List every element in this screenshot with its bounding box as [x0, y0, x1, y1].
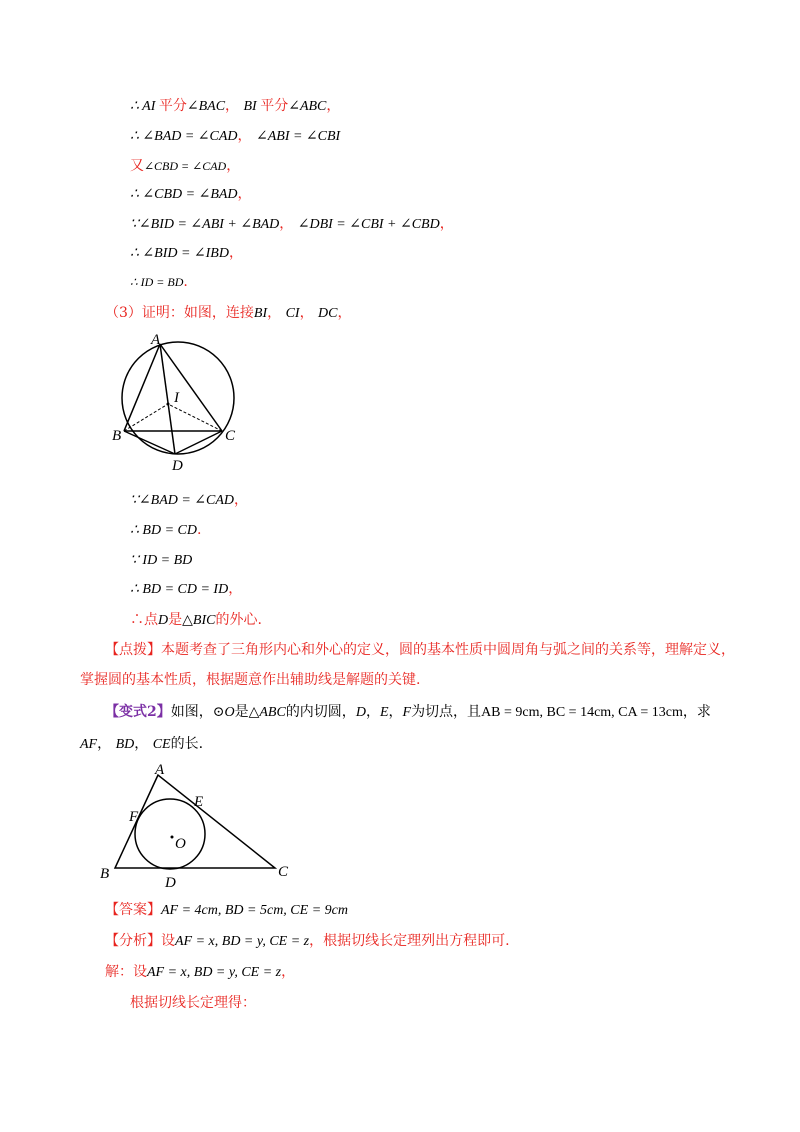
- red-text: 又: [130, 158, 144, 174]
- red-text: .: [183, 274, 188, 290]
- segment-AD: [160, 344, 175, 454]
- text: 的长.: [170, 736, 204, 752]
- segment-AC: [160, 344, 222, 431]
- math-text: ∠ABI = ∠CBI: [255, 129, 341, 144]
- math-text: △ABC: [248, 705, 286, 720]
- label-O: O: [175, 836, 186, 852]
- proof-line-1: [130, 96, 340, 117]
- red-text: ，: [228, 245, 243, 261]
- point-O: [171, 836, 174, 839]
- label-B: B: [112, 428, 122, 444]
- math-text: AF = 4cm, BD = 5cm, CE = 9cm: [161, 903, 348, 918]
- segment-BD: [124, 431, 175, 454]
- red-text: ，: [279, 216, 294, 232]
- red-text: ，: [439, 216, 454, 232]
- math-text: △BIC: [182, 613, 216, 628]
- text: ，: [134, 736, 149, 752]
- solution-line-2: [130, 993, 256, 1013]
- analysis-label: 【分析】: [105, 933, 161, 949]
- math-text: D: [355, 705, 366, 720]
- math-text: ∴ ∠BAD = ∠CAD: [130, 129, 238, 144]
- part3-line-5: [130, 610, 262, 631]
- analysis-line: [105, 931, 510, 952]
- label-D: D: [165, 875, 176, 890]
- red-text: 是: [168, 612, 183, 628]
- tip-line-2: [80, 670, 420, 690]
- math-text: ∠ABC: [288, 99, 327, 114]
- red-text: ，: [225, 98, 240, 114]
- math-text: ∴ ∠CBD = ∠BAD: [130, 187, 238, 202]
- label-I: I: [174, 390, 179, 406]
- math-text: ∠BAC: [186, 99, 226, 114]
- red-text: 根据切线长定理得：: [130, 995, 256, 1011]
- incircle-triangle-figure: [95, 762, 300, 890]
- tip-line-1: [105, 640, 735, 660]
- solution-line-1: [105, 962, 295, 983]
- tip-text: 本题考查了三角形内心和外心的定义，圆的基本性质中圆周角与弧之间的关系等，理解定义，: [161, 642, 735, 658]
- red-text: 平分: [260, 98, 289, 114]
- proof-line-5: [130, 214, 454, 235]
- red-text: 设: [133, 964, 147, 980]
- red-text: .: [196, 522, 202, 538]
- red-text: ，: [234, 492, 249, 508]
- proof-line-6: [130, 243, 243, 264]
- proof-line-2: [130, 126, 340, 147]
- red-text: ，: [228, 581, 243, 597]
- math-text: ∴ ID = BD: [130, 275, 184, 289]
- red-text: ，根据切线长定理列出方程即可.: [309, 933, 510, 949]
- math-text: BI: [243, 99, 261, 114]
- red-text: ，: [337, 305, 352, 321]
- text: ，: [365, 704, 380, 720]
- text: 的内切圆，: [285, 704, 356, 720]
- math-text: CE: [152, 737, 171, 752]
- variant-line-1: [105, 702, 711, 723]
- math-text: ∴ BD = CD = ID: [130, 582, 229, 597]
- red-text: 平分: [158, 98, 187, 114]
- circle-incenter-figure: [108, 330, 258, 475]
- math-text: ∴ AI: [130, 99, 159, 114]
- red-text: （3）证明：如图，连接: [105, 305, 254, 321]
- part3-line-4: [130, 579, 242, 600]
- label-D: D: [172, 458, 183, 474]
- math-text: ∴ BD = CD: [130, 523, 197, 538]
- red-text: ，: [237, 186, 252, 202]
- label-F: F: [129, 809, 139, 825]
- red-text: ，: [299, 305, 314, 321]
- segment-BI: [124, 404, 168, 431]
- math-text: ∵∠BAD = ∠CAD: [130, 493, 235, 508]
- label-B: B: [100, 866, 110, 882]
- tip-label: 【点拨】: [105, 642, 161, 658]
- label-A: A: [151, 332, 161, 348]
- math-text: ∵ ID = BD: [130, 553, 193, 568]
- math-text: DC: [318, 306, 338, 321]
- red-text: ，: [281, 964, 296, 980]
- label-C: C: [225, 428, 236, 444]
- red-text: 设: [161, 933, 175, 949]
- math-text: CI: [285, 306, 300, 321]
- math-text: BD: [115, 737, 135, 752]
- tip-text: 掌握圆的基本性质，根据题意作出辅助线是解题的关键.: [80, 672, 421, 688]
- part3-line-2: [130, 520, 201, 541]
- red-text: ，: [326, 98, 341, 114]
- text: ，: [97, 736, 112, 752]
- text: ，: [388, 704, 403, 720]
- label-A: A: [155, 762, 165, 778]
- text: ，求: [682, 704, 711, 720]
- math-text: ⊙O: [212, 705, 235, 720]
- triangle-ABC: [115, 775, 275, 868]
- red-text: ∴点: [130, 612, 158, 628]
- solution-label: 解：: [105, 964, 133, 980]
- proof-line-7: [130, 272, 188, 292]
- math-text: AB = 9cm, BC = 14cm, CA = 13cm: [481, 705, 683, 720]
- answer-label: 【答案】: [105, 902, 161, 918]
- math-text: ∠DBI = ∠CBI + ∠CBD: [297, 217, 440, 232]
- math-text: F: [402, 705, 412, 720]
- variant-line-2: [80, 734, 203, 755]
- red-text: ，: [226, 158, 241, 174]
- text: 是: [234, 704, 249, 720]
- math-text: ∠CBD = ∠CAD: [144, 159, 227, 173]
- proof-line-3: [130, 156, 240, 176]
- math-text: AF = x, BD = y, CE = z: [147, 965, 282, 980]
- text: 为切点，且: [411, 704, 482, 720]
- part3-line-3: [130, 550, 192, 571]
- part3-heading: [105, 303, 352, 324]
- math-text: AF: [80, 737, 98, 752]
- segment-AB: [124, 344, 160, 431]
- red-text: 的外心.: [215, 612, 262, 628]
- math-text: BI: [253, 306, 268, 321]
- red-text: ，: [237, 128, 252, 144]
- red-text: ，: [267, 305, 282, 321]
- math-text: E: [379, 705, 389, 720]
- math-text: D: [158, 613, 169, 628]
- label-C: C: [278, 864, 289, 880]
- answer-line: [105, 900, 348, 921]
- text: 如图，: [170, 704, 213, 720]
- math-text: ∵∠BID = ∠ABI + ∠BAD: [130, 217, 280, 232]
- variant-label: 【变式2】: [105, 704, 171, 720]
- point-I: [167, 403, 170, 406]
- segment-CI: [168, 404, 222, 431]
- proof-line-4: [130, 184, 252, 205]
- math-text: AF = x, BD = y, CE = z: [175, 934, 310, 949]
- label-E: E: [194, 794, 204, 810]
- part3-line-1: [130, 490, 248, 511]
- math-text: ∴ ∠BID = ∠IBD: [130, 246, 229, 261]
